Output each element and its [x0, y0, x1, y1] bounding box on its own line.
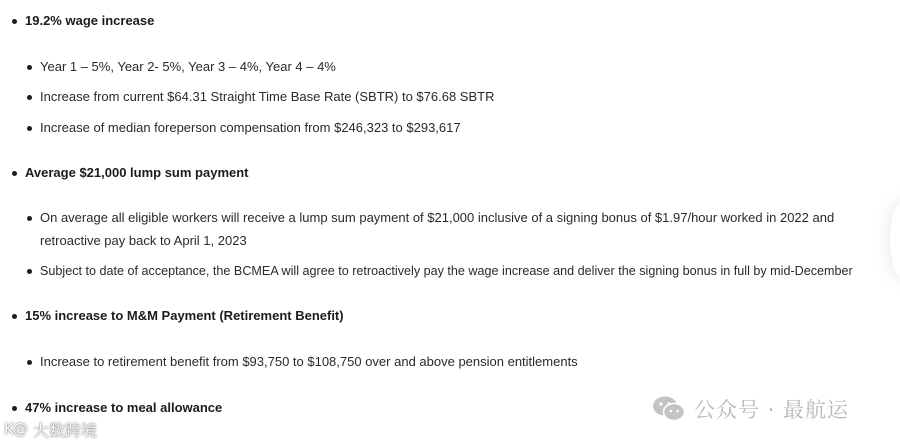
- bullet-dot: [27, 126, 32, 131]
- list-item: On average all eligible workers will receive a lump sum payment of $21,000 inclusive of a signing bonus of $1.97/hour worked in 2022 and: [40, 210, 835, 225]
- brand-logo-icon: K@: [4, 420, 27, 438]
- bullet-dot: [27, 216, 32, 221]
- list-item: Year 1 – 5%, Year 2- 5%, Year 3 – 4%, Year 4 – 4%: [40, 59, 336, 74]
- list-item: Increase from current $64.31 Straight Time Base Rate (SBTR) to $76.68 SBTR: [40, 89, 495, 104]
- bullet-dot: [27, 65, 32, 70]
- bullet-dot: [12, 314, 17, 319]
- bullet-dot: [27, 269, 32, 274]
- bullet-dot: [12, 171, 17, 176]
- watermark-brand: [4, 418, 97, 440]
- watermark-wechat: [652, 392, 849, 426]
- bullet-dot: [12, 406, 17, 411]
- wechat-icon: [652, 395, 686, 423]
- bullet-dot: [12, 19, 17, 24]
- watermark-wechat-text: 公众号 · 最航运: [694, 398, 850, 422]
- section-heading-wage: 19.2% wage increase: [25, 13, 155, 28]
- list-item: Increase of median foreperson compensation from $246,323 to $293,617: [40, 120, 461, 135]
- bullet-dot: [27, 360, 32, 365]
- list-item: Subject to date of acceptance, the BCMEA will agree to retroactively pay the wage increase and deliver the signing bonus in full by mid-December: [40, 264, 853, 278]
- section-heading-lump-sum: Average $21,000 lump sum payment: [25, 165, 249, 180]
- bullet-dot: [27, 95, 32, 100]
- floating-edge-shadow: [890, 200, 900, 280]
- section-heading-meal: 47% increase to meal allowance: [25, 400, 223, 415]
- list-item-continuation: retroactive pay back to April 1, 2023: [40, 233, 247, 248]
- list-item: Increase to retirement benefit from $93,750 to $108,750 over and above pension entitlements: [40, 354, 578, 369]
- section-heading-retirement: 15% increase to M&M Payment (Retirement Benefit): [25, 308, 344, 323]
- watermark-brand-text: 大数跨境: [32, 420, 97, 440]
